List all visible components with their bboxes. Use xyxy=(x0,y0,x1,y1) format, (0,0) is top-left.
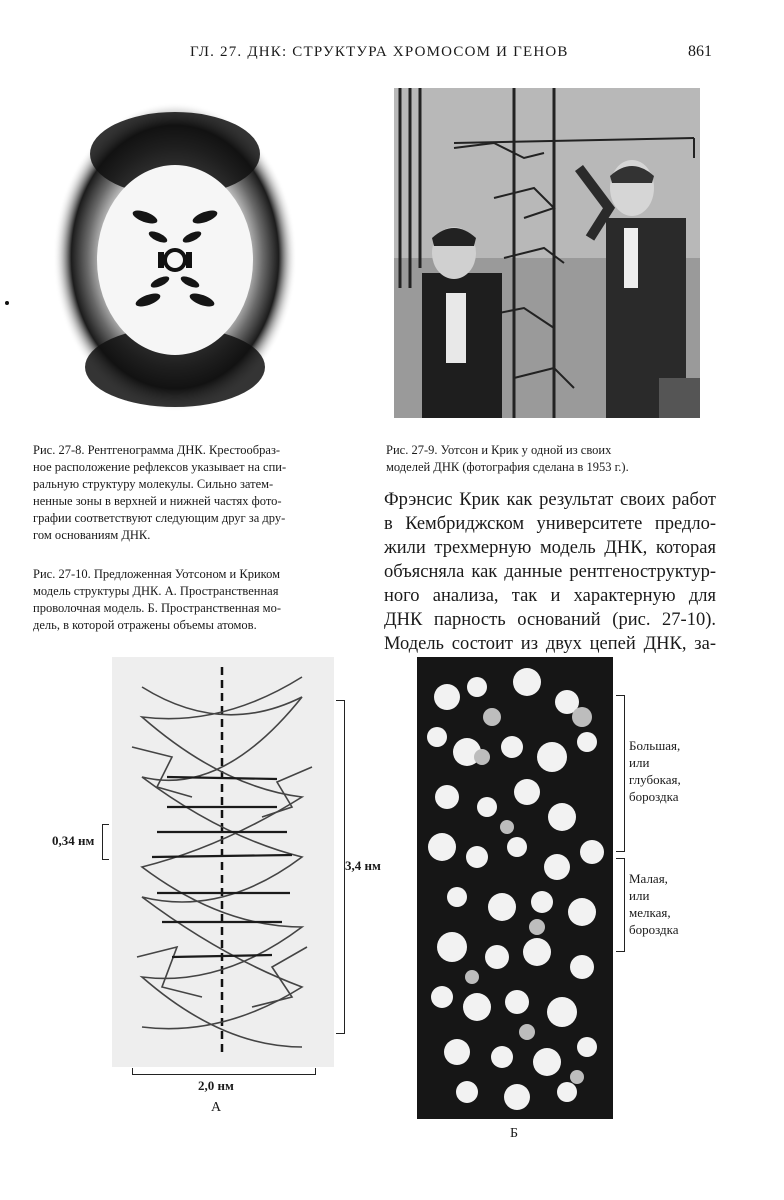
major-groove-label xyxy=(629,737,681,805)
major-groove-line: бороздка xyxy=(629,789,679,804)
panel-b-label: Б xyxy=(510,1126,519,1141)
caption-line: графии соответствуют следующим друг за дру- xyxy=(33,511,286,525)
panel-a-label: А xyxy=(211,1100,222,1115)
body-line: ДНК парность оснований (рис. 27-10). xyxy=(384,610,716,630)
body-line: объясняла как данные рентгеноструктур- xyxy=(384,562,716,582)
dim-label-034: 0,34 нм xyxy=(52,833,95,848)
minor-groove-line: Малая, xyxy=(629,871,668,886)
watson-crick-photo xyxy=(394,88,700,418)
wire-model-image xyxy=(112,657,334,1067)
space-filling-model-image xyxy=(417,657,613,1119)
caption-fig-27-10 xyxy=(33,566,343,634)
stray-dot xyxy=(5,301,9,305)
dim-label-20: 2,0 нм xyxy=(198,1078,234,1093)
bracket-034 xyxy=(102,824,109,860)
minor-groove-line: бороздка xyxy=(629,922,679,937)
caption-line: ральную структуру молекулы. Сильно затем- xyxy=(33,477,274,491)
space-filling-drawing xyxy=(417,657,613,1119)
bracket-34 xyxy=(336,700,345,1034)
minor-groove-label xyxy=(629,870,679,938)
caption-line: Рис. 27-9. Уотсон и Крик у одной из своих xyxy=(386,443,612,457)
body-line: Фрэнсис Крик как результат своих работ xyxy=(384,490,716,510)
caption-line: дель, в которой отражены объемы атомов. xyxy=(33,618,257,632)
caption-fig-27-9 xyxy=(386,442,716,476)
caption-line: Рис. 27-10. Предложенная Уотсоном и Криком xyxy=(33,567,280,581)
minor-groove-line: мелкая, xyxy=(629,905,671,920)
major-groove-line: глубокая, xyxy=(629,772,681,787)
caption-line: проволочная модель. Б. Пространственная мо- xyxy=(33,601,281,615)
caption-line: гом основаниям ДНК. xyxy=(33,528,151,542)
body-line: в Кембриджском университете предло- xyxy=(384,514,716,534)
bracket-minor-groove xyxy=(616,858,625,952)
caption-line: ное расположение рефлексов указывает на спи- xyxy=(33,460,287,474)
body-line: Модель состоит из двух цепей ДНК, за- xyxy=(384,634,716,654)
body-text xyxy=(384,488,716,656)
caption-line: моделей ДНК (фотография сделана в 1953 г.). xyxy=(386,460,629,474)
wire-model-drawing xyxy=(112,657,334,1067)
caption-line: Рис. 27-8. Рентгенограмма ДНК. Крестообраз- xyxy=(33,443,281,457)
xray-diffraction-image xyxy=(40,92,340,422)
xray-pattern-drawing xyxy=(40,92,340,422)
dim-label-34: 3,4 нм xyxy=(345,858,381,873)
major-groove-line: Большая, xyxy=(629,738,681,753)
body-line: жили трехмерную модель ДНК, которая xyxy=(384,538,716,558)
caption-line: ненные зоны в верхней и нижней частях фото- xyxy=(33,494,282,508)
bracket-major-groove xyxy=(616,695,625,852)
page-number: 861 xyxy=(688,43,712,60)
running-header: ГЛ. 27. ДНК: СТРУКТУРА ХРОМОСОМ И ГЕНОВ xyxy=(190,44,569,60)
body-line: ного анализа, так и характерную для xyxy=(384,586,716,606)
caption-fig-27-8 xyxy=(33,442,343,544)
caption-line: модель структуры ДНК. А. Пространственная xyxy=(33,584,279,598)
photo-drawing xyxy=(394,88,700,418)
major-groove-line: или xyxy=(629,755,650,770)
minor-groove-line: или xyxy=(629,888,650,903)
bracket-20 xyxy=(132,1068,316,1075)
